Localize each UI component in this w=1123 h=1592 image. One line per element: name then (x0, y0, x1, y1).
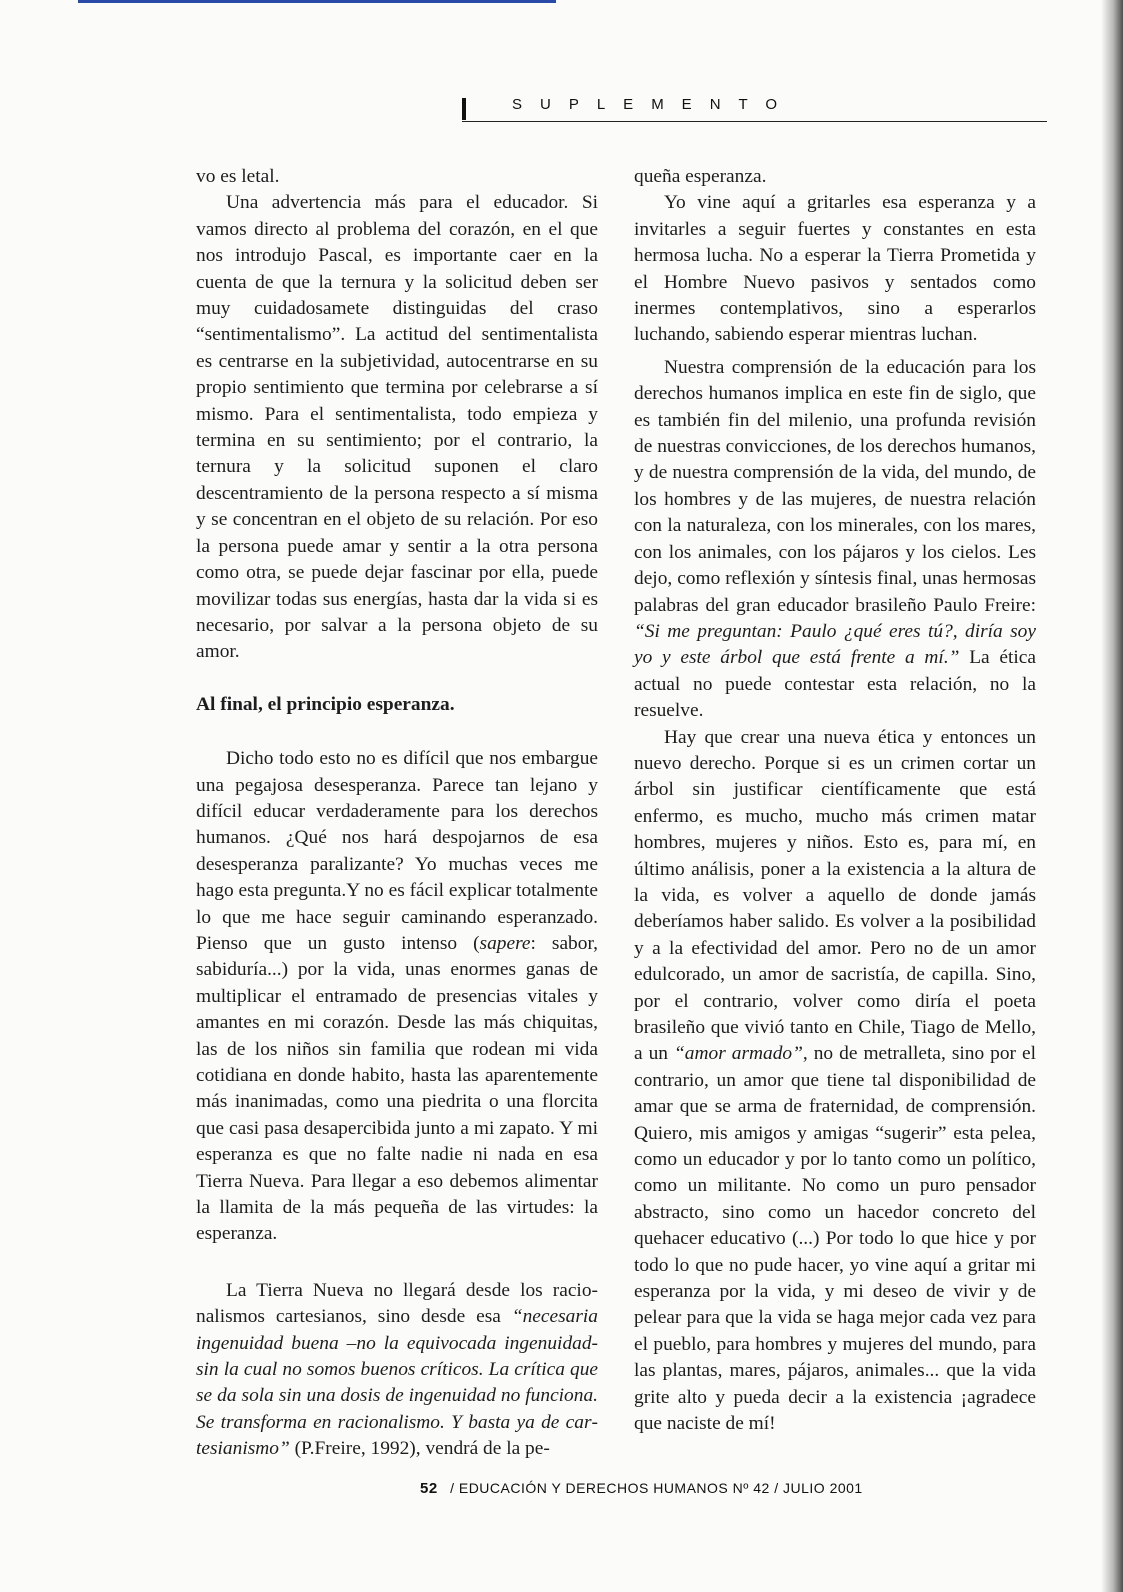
left-column (196, 164, 598, 1463)
running-head (462, 98, 1047, 124)
paragraph: Una advertencia más para el educador. Si vamos directo al problema del corazón, en el que nos introdujo Pascal, es importante caer en la cuenta de que la ternura y la solicitud deben ser muy cuidadosamete distinguidas del craso “sentimentalismo”. La actitud del sentimentalista es centrarse en la subjetividad, autocentrarse en su propio sentimiento que termina por celebrarse a sí mismo. Para el sentimentalista, todo empieza y termina en su sentimiento; por el contrario, la ternura y la solicitud suponen el claro descentramiento de la persona respecto a sí misma y se concentran en el objeto de su relación. Por eso la persona puede amar y sentir a la otra persona como otra, se puede dejar fascinar por ella, puede movilizar todas sus energías, hasta dar la vida si es necesario, por salvar a la persona objeto de su amor. (196, 192, 598, 663)
right-column (634, 164, 1036, 1438)
top-blue-rule (78, 0, 556, 3)
section-title: SUPLEMENTO (512, 96, 796, 113)
text-run: Dicho todo esto no es difícil que nos embargue una pegajosa desesperanza. Parece tan lejano y difícil educar verdaderamente para los derechos humanos. ¿Qué nos hará despojarnos de esa desesperanza paralizante? Yo muchas veces me hago esta pregunta.Y no es fácil explicar totalmente lo que me hace seguir caminando esperanzado. Pienso que un gusto intenso ( (196, 748, 599, 954)
paragraph (196, 746, 598, 1248)
text-run: Hay que crear una nueva ética y entonces un nuevo derecho. Porque si es un crimen cortar un árbol sin justificar científicamente que está enfermo, es mucho, mucho más crimen matar hombres, mujeres y niños. Esto es, para mí, en último análisis, poner a la existencia a la altura de la vida, es volver a aquello de donde jamás deberíamos haber salido. Es volver a la posibilidad y a la efectividad del amor. Pero no de un amor edulcorado, un amor de sacristía, de capilla. Sino, por el contrario, volver como diría el poeta brasileño que vivió tanto en Chile, Tiago de Mello, a un (634, 726, 1036, 1065)
running-head-bar (462, 98, 466, 120)
scan-shadow-edge (1101, 0, 1123, 1592)
publication-info: / EDUCACIÓN Y DERECHOS HUMANOS Nº 42 / JULIO 2001 (450, 1480, 863, 1496)
italic-run: “necesaria ingenuidad buena –no la equivocada ingenuidad- sin la cual no somos buenos críticos. La crítica que se da sola sin una dosis de ingenuidad no funciona. Se transforma en racionalismo. Y basta ya de cartesianismo” (196, 1306, 598, 1460)
text-run: La ética actual no puede contestar esta relación, no la resuelve. (634, 647, 1036, 722)
text-run: : sabor, sabiduría...) por la vida, unas enormes ganas de multiplicar el entramado de presencias vitales y amantes en mi corazón. Desde las más chiquitas, las de los niños sin familia que rodean mi vida cotidiana en donde habito, hasta las aparentemente más inanimadas, como una piedrita o una florcita que casi pasa desapercibida junto a mi zapato. Y mi esperanza es que no falte nadie ni nada en esa Tierra Nueva. Para llegar a eso debemos alimentar la llamita de la más pequeña de las virtudes: la esperanza. (196, 932, 598, 1245)
paragraph (634, 355, 1036, 725)
text-run: (P.Freire, 1992), vendrá de la pe- (289, 1438, 550, 1460)
running-head-rule (462, 121, 1047, 122)
paragraph: Yo vine aquí a gritarles esa esperanza y a invitarles a seguir fuertes y constantes en esta hermosa lucha. No a esperar la Tierra Prometida y el Hombre Nuevo pasivos y sentados como inermes contemplativos, sino a esperarlos luchando, sabiendo esperar mientras luchan. (634, 192, 1036, 346)
italic-run: “Si me preguntan: Paulo ¿qué eres tú?, diría soy yo y este árbol que está frente a mí.” (634, 620, 1036, 669)
page-number: 52 (420, 1480, 438, 1497)
text-run: , no de metralleta, sino por el contrario, un amor que tiene tal disponibilidad de amar que se arma de fraternidad, de comprensión. Quiero, mis amigos y amigas “sugerir” esta pelea, como un educador y por lo tanto como un político, como un militante. No como un puro pensador abstracto, sino como un hacedor concreto del quehacer educativo (...) Por todo lo que hice y por todo lo que no pude hacer, yo vine aquí a gritar mi esperanza por la vida, y mi deseo de vivir y de pelear para que la vida se haga mejor cada vez para el pueblo, para hombres y mujeres del mundo, para las plantas, mares, pájaros, animales... que la vida grite alto y pueda decir a la existencia ¡agradece que naciste de mí! (634, 1043, 1036, 1435)
paragraph (634, 725, 1036, 1438)
text-run: Nuestra comprensión de la educación para los derechos humanos implica en este fin de siglo, que es también fin del milenio, una profunda revisión de nuestras convicciones, de los derechos humanos, y de nuestra comprensión de la vida, del mundo, de los hombres y de las mujeres, de nuestra relación con la naturaleza, con los minerales, con los mares, con los animales, con los pájaros y los cielos. Les dejo, como reflexión y síntesis final, unas hermosas palabras del gran educador brasileño Paulo Freire: (634, 356, 1036, 616)
paragraph (196, 1278, 598, 1463)
spacer (196, 1248, 598, 1278)
italic-run: sapere (479, 932, 531, 954)
paragraph: queña esperanza. (634, 166, 767, 187)
paragraph: vo es letal. (196, 166, 280, 187)
page-footer (420, 1480, 900, 1497)
italic-run: “amor armado” (674, 1043, 803, 1065)
section-heading: Al final, el principio esperanza. (196, 693, 455, 715)
text-run: La Tierra Nueva no llegará desde los racionalismos cartesianos, sino desde esa (196, 1279, 598, 1328)
